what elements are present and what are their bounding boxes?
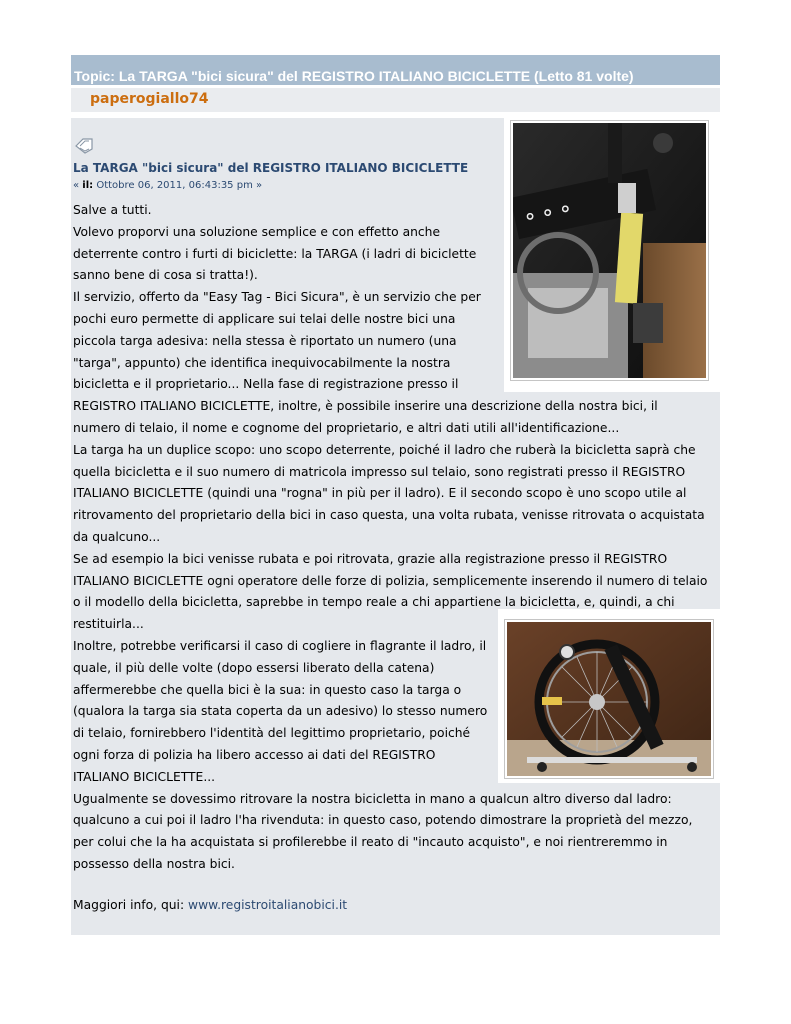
post-body-line: per colui che la ha acquistata si profilerebbe il reato di "incauto acquisto", e noi rientreremmo in	[73, 835, 668, 850]
post-body-line: quale, il più delle volte (dopo essersi liberato della catena)	[73, 660, 435, 675]
post-subject[interactable]: La TARGA "bici sicura" del REGISTRO ITALIANO BICICLETTE	[73, 161, 469, 175]
post-date: Ottobre 06, 2011, 06:43:35 pm »	[93, 180, 263, 191]
topic-title: Topic: La TARGA "bici sicura" del REGISTRO ITALIANO BICICLETTE (Letto 81 volte)	[74, 68, 634, 84]
post-body-line: Volevo proporvi una soluzione semplice e con effetto anche	[73, 224, 441, 239]
post-body-line: restituirla...	[73, 617, 144, 632]
post-body-line: Se ad esempio la bici venisse rubata e poi ritrovata, grazie alla registrazione presso il REGISTRO	[73, 551, 668, 566]
post-body-line: REGISTRO ITALIANO BICICLETTE, inoltre, è possibile inserire una descrizione della nostra bici, il	[73, 399, 658, 414]
post-body-line: deterrente contro i furti di biciclette: la TARGA (i ladri di biciclette	[73, 246, 477, 261]
post-body-line: piccola targa adesiva: nella stessa è riportato un numero (una	[73, 333, 457, 348]
post-body-line: pochi euro permette di applicare sui telai delle nostre bici una	[73, 311, 456, 326]
post-body-line: Inoltre, potrebbe verificarsi il caso di cogliere in flagrante il ladro, il	[73, 638, 487, 653]
post-body-line: ITALIANO BICICLETTE...	[73, 769, 216, 784]
post-body-line: possesso della nostra bici.	[73, 856, 235, 871]
folded-bike-wheel-photo	[507, 622, 711, 776]
post-body-line: ITALIANO BICICLETTE ogni operatore delle forze di polizia, semplicemente inserendo il numero di telaio	[73, 573, 708, 588]
more-info-link[interactable]: www.registroitalianobici.it	[188, 898, 348, 912]
svg-text:° ° °: ° ° °	[523, 201, 575, 237]
post-icon	[74, 137, 94, 155]
post-body-line: affermerebbe che quella bici è la sua: in questo caso la targa o	[73, 682, 462, 697]
post-body-line: ogni forza di polizia ha libero accesso ai dati del REGISTRO	[73, 747, 436, 762]
post-body-line: bicicletta e il proprietario... Nella fase di registrazione presso il	[73, 377, 459, 392]
post-body-line: quella bicicletta e il suo numero di matricola impresso sul telaio, sono registrati presso il REGISTRO	[73, 464, 686, 479]
author-bar	[71, 88, 720, 112]
post-body-line: Salve a tutti.	[73, 203, 152, 217]
post-body-line: "targa", appunto) che identifica inequivocabilmente la nostra	[73, 355, 451, 370]
post-body-line: ritrovamento del proprietario della bici in caso questa, una volta rubata, venisse ritrovata o acquistata	[73, 508, 705, 523]
post-body-line: o il modello della bicicletta, saprebbe in tempo reale a chi appartiene la bicicletta, e, quindi, a chi	[73, 595, 675, 610]
post-body-line: La targa ha un duplice scopo: uno scopo deterrente, poiché il ladro che ruberà la bicicletta saprà che	[73, 442, 696, 457]
post-body-line: ITALIANO BICICLETTE (quindi una "rogna" in più per il ladro). E il secondo scopo è uno scopo utile al	[73, 486, 687, 501]
post-body-line: (qualora la targa sia stata coperta da un adesivo) lo stesso numero	[73, 704, 488, 719]
post-body-line: Ugualmente se dovessimo ritrovare la nostra bicicletta in mano a qualcun altro diverso dal ladro:	[73, 791, 672, 806]
post-body-line: sanno bene di cosa si tratta!).	[73, 268, 258, 283]
more-info-line: Maggiori info, qui: www.registroitalianobici.it	[73, 898, 348, 912]
post-body-line: numero di telaio, il nome e cognome del proprietario, e altri dati utili all'identificazione...	[73, 420, 620, 435]
post-body-line: da qualcuno...	[73, 529, 161, 544]
post-body-line: Il servizio, offerto da "Easy Tag - Bici Sicura", è un servizio che per	[73, 290, 481, 305]
folding-bike-frame-photo	[513, 123, 706, 378]
topic-title-bar	[71, 55, 720, 85]
post-meta: « il: Ottobre 06, 2011, 06:43:35 pm »	[73, 180, 263, 191]
post-body-line: di telaio, fornirebbero l'identità del legittimo proprietario, poiché	[73, 726, 471, 741]
post-body-line: qualcuno a cui poi il ladro l'ha rivenduta: in questo caso, potendo dimostrare la proprietà del mezzo,	[73, 813, 693, 828]
author-name[interactable]: paperogiallo74	[90, 91, 209, 107]
